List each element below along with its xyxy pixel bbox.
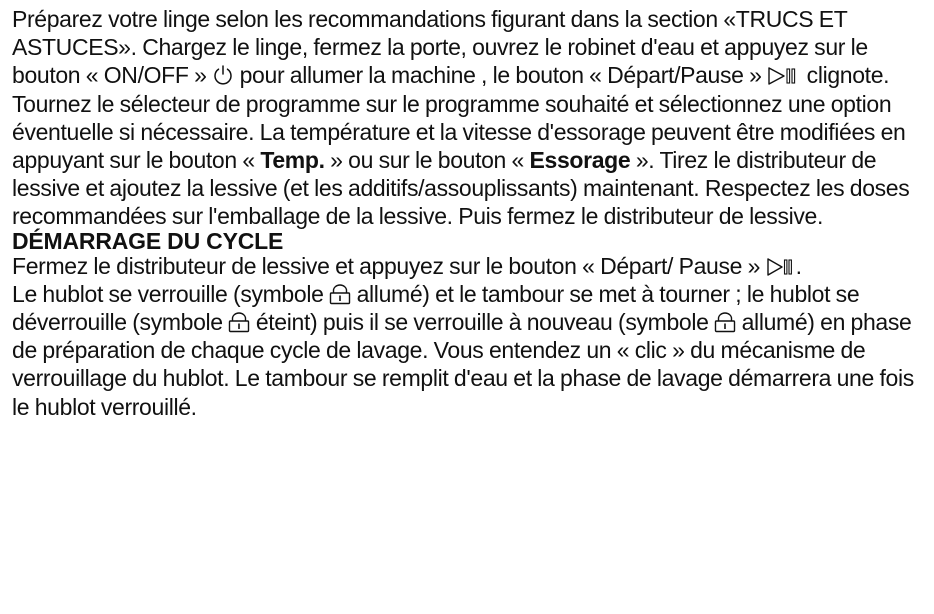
- cycle-text-1a: Fermez le distributeur de lessive et appuyez sur le bouton « Départ/ Pause »: [12, 252, 766, 279]
- intro-paragraph: [12, 5, 924, 231]
- lock-icon: [228, 311, 250, 333]
- cycle-text-2d: allumé) en phase de préparation de chaque cycle de lavage. Vous entendez un « clic » du mécanisme de verrouillage du hublot. Le tambour se remplit d'eau et la phase de lavage démarrera une fois le hublot verrouillé.: [12, 309, 914, 420]
- intro-text-4: » ou sur le bouton «: [324, 147, 530, 174]
- intro-text-3: clignote. Tournez le sélecteur de programme sur le programme souhaité et sélectionnez une option éventuelle si nécessaire. La température et la vitesse d'essorage peuvent être modifiées en appuyant sur le bouton «: [12, 62, 906, 174]
- power-icon: [212, 64, 234, 86]
- intro-text-5: ». Tirez le distributeur de lessive et ajoutez la lessive (et les additifs/assouplissants) maintenant. Respectez les doses recommandées sur l'emballage de la lessive. Puis fermez le distributeur de lessive.: [12, 147, 910, 230]
- lock-icon: [714, 311, 736, 333]
- cycle-text-2a: Le hublot se verrouille (symbole: [12, 280, 330, 307]
- cycle-paragraph-1: [12, 252, 924, 280]
- cycle-text-2c: éteint) puis il se verrouille à nouveau (symbole: [250, 309, 715, 336]
- lock-icon: [329, 283, 351, 305]
- intro-text-2: pour allumer la machine , le bouton « Départ/Pause »: [234, 62, 768, 89]
- cycle-text-1b: .: [795, 252, 802, 279]
- essorage-label: Essorage: [529, 147, 631, 174]
- intro-text-1: Préparez votre linge selon les recommandations figurant dans la section «TRUCS ET ASTUCES». Chargez le linge, fermez la porte, ouvrez le robinet d'eau et appuyez sur le bouton « ON/OFF »: [12, 6, 868, 89]
- cycle-text-2b: allumé) et le tambour se met à tourner ; le hublot se déverrouille (symbole: [12, 280, 860, 336]
- start-pause-icon: [766, 257, 796, 277]
- start-pause-icon: [767, 66, 801, 86]
- section-heading: DÉMARRAGE DU CYCLE: [12, 227, 284, 254]
- cycle-paragraph-2: [12, 280, 924, 421]
- temp-label: Temp.: [260, 147, 325, 174]
